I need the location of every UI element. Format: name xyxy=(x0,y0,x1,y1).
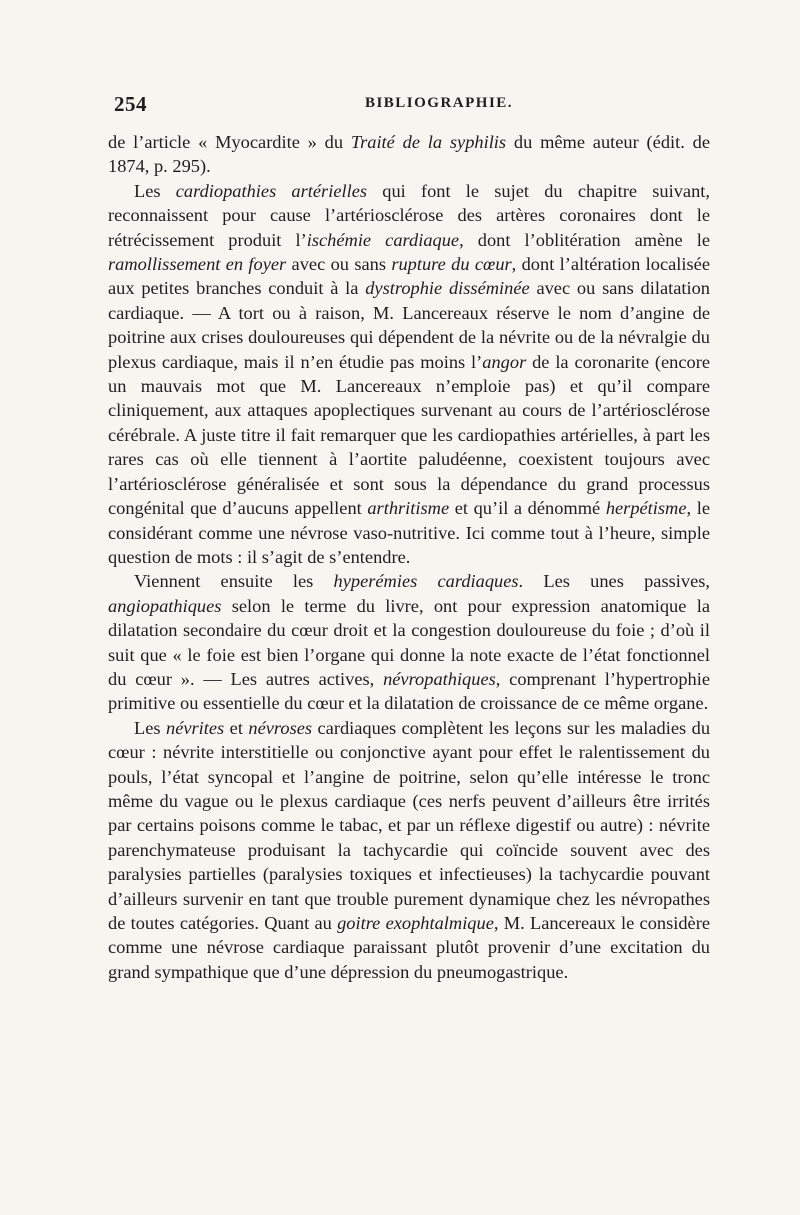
italic-text: goitre exophtalmique xyxy=(337,913,494,933)
italic-text: hyperémies cardiaques xyxy=(333,571,519,592)
italic-text: dystrophie disséminée xyxy=(365,278,530,299)
italic-text: herpétisme xyxy=(605,498,687,519)
italic-text: cardiopathies artérielles xyxy=(175,180,368,201)
italic-text: ramollissement en foyer xyxy=(108,254,287,275)
text-run: du même auteur (édit. de 1874, p. 295). xyxy=(108,132,710,177)
text-run: . Les unes passives, xyxy=(518,571,710,592)
body-text xyxy=(108,130,710,984)
italic-text: ischémie cardiaque xyxy=(306,229,460,250)
text-run: , dont l’altération localisée aux petites branches conduit à la xyxy=(108,254,710,299)
text-run: et xyxy=(224,717,249,738)
italic-text: rupture du cœur xyxy=(391,254,512,275)
text-run: de la coronarite (encore un mauvais mot que M. Lancereaux n’emploie pas) et qu’il compare cliniquement, aux attaques apoplectiques survenant au cours de l’artériosclérose cérébrale. A juste titre il fait remarquer que les cardiopathies artérielles, à part les rares cas où elle tiennent à l’aortite paludéenne, coexistent toujours avec l’artériosclérose généralisée et sont sous la dépendance du grand processus congénital que d’aucuns appellent xyxy=(108,351,710,519)
italic-text: angiopathiques xyxy=(108,595,222,616)
text-run: avec ou sans xyxy=(286,254,392,275)
italic-text: névroses xyxy=(248,717,313,738)
italic-text: névropathiques xyxy=(383,668,496,689)
text-run: Viennent ensuite les xyxy=(134,571,334,592)
text-run: qui font le sujet du chapitre suivant, reconnaissent pour cause l’artériosclérose des artères coronaires dont le rétrécissement produit l’ xyxy=(108,180,710,250)
italic-text: névrites xyxy=(166,717,225,738)
paragraph xyxy=(108,179,710,570)
text-run: de l’article « Myocardite » du xyxy=(108,132,351,152)
text-run: cardiaques complètent les leçons sur les maladies du cœur : névrite interstitielle ou conjonctive ayant pour effet le ralentissement du pouls, l’état syncopal et l’angine de poitrine, selon qu’elle intéresse le tronc même du vague ou le plexus cardiaque (ces nerfs peuvent d’ailleurs être irrités par certains poisons comme le tabac, et par un réflexe digestif ou autre) : névrite parenchymateuse produisant la tachycardie qui coïncide souvent avec des paralysies partielles (paralysies toxiques et infectieuses) la tachycardie pouvant d’ailleurs survenir en tant que trouble purement dynamique chez les névropathes de toutes catégories. Quant au xyxy=(108,717,711,933)
page-number: 254 xyxy=(114,92,147,116)
paragraph xyxy=(108,569,710,715)
text-run: avec ou sans dilatation cardiaque. — A tort ou à raison, M. Lancereaux réserve le nom d’angine de poitrine aux crises douloureuses qui dépendent de la névrite ou de la névralgie du plexus cardiaque, mais il n’en étudie pas moins l’ xyxy=(108,278,710,372)
italic-text: angor xyxy=(482,351,527,372)
page-header xyxy=(108,92,710,126)
running-title: BIBLIOGRAPHIE. xyxy=(364,95,514,111)
text-run: Les xyxy=(134,717,166,738)
text-run: , comprenant l’hypertrophie primitive ou essentielle du cœur et la dilatation de croissance de ce même organe. xyxy=(108,668,710,714)
text-run: et qu’il a dénommé xyxy=(449,498,606,519)
paragraph xyxy=(108,716,710,984)
paragraph xyxy=(108,130,710,179)
italic-text: Traité de la syphilis xyxy=(350,132,507,152)
text-run: Les xyxy=(134,180,176,201)
italic-text: arthritisme xyxy=(367,498,450,519)
text-run: , dont l’oblitération amène le xyxy=(459,229,710,250)
text-run: , M. Lancereaux le considère comme une névrose cardiaque paraissant plutôt provenir d’une excitation du grand sympathique que d’une dépression du pneumogastrique. xyxy=(108,913,710,982)
text-run: , le considérant comme une névrose vaso-nutritive. Ici comme tout à l’heure, simple question de mots : il s’agit de s’entendre. xyxy=(108,498,710,567)
text-run: selon le terme du livre, ont pour expression anatomique la dilatation secondaire du cœur droit et la congestion douloureuse du foie ; d’où il suit que « le foie est bien l’organe qui donne la note exacte de l’état fonctionnel du cœur ». — Les autres actives, xyxy=(108,595,710,689)
